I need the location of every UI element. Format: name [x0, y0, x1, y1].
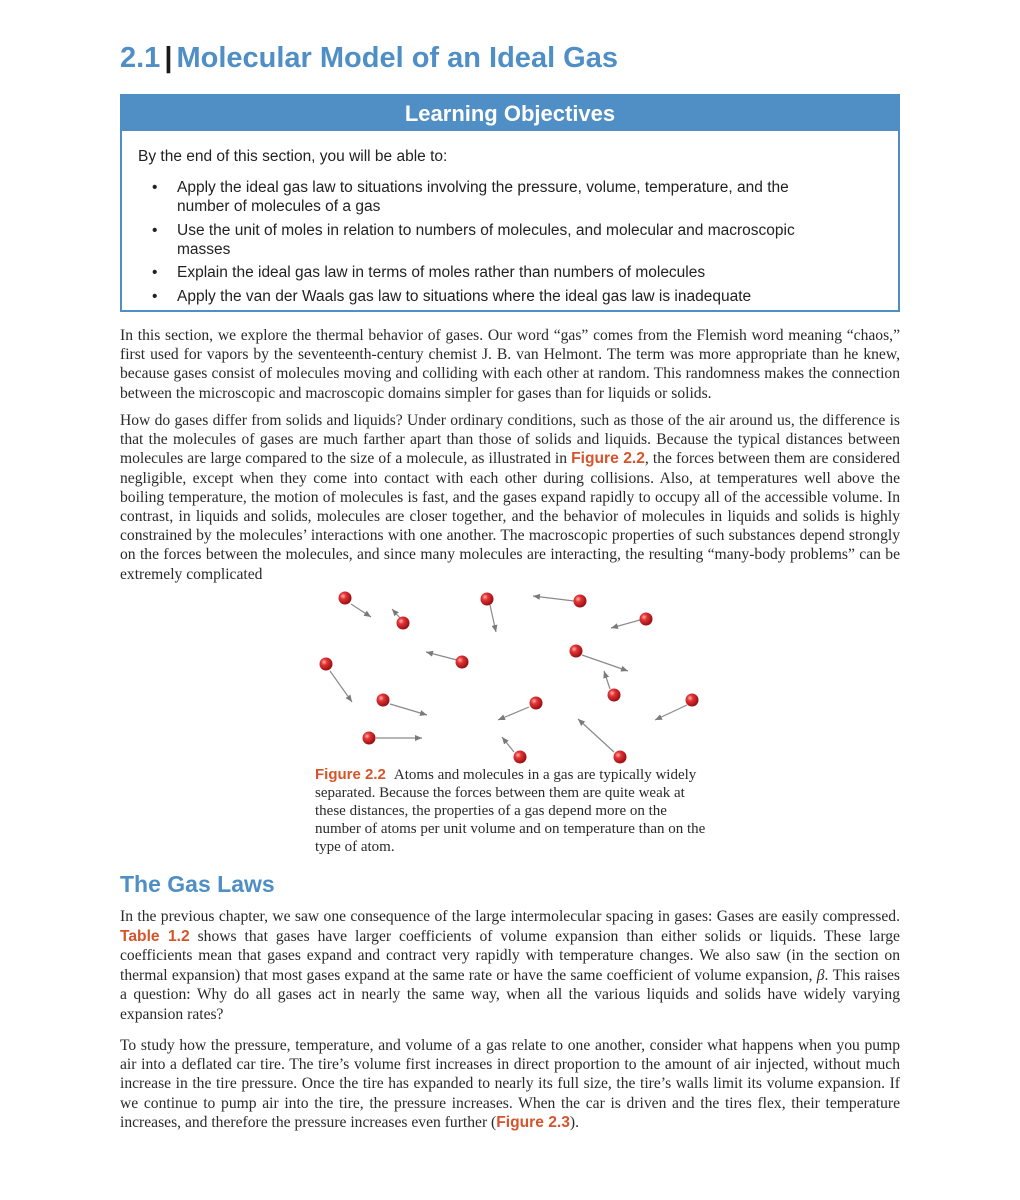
learning-objectives-intro: By the end of this section, you will be able to: — [138, 148, 448, 165]
paragraph-intro: In this section, we explore the thermal behavior of gases. Our word “gas” comes from the Flemish word meaning “chaos,” first used for vapors by the seventeenth-century chemist J. B. van Helmont. The term was more appropriate than he knew, because gases consist of molecules moving and colliding with each other at random. This randomness makes the connection between the microscopic and macroscopic domains simpler for gases than for liquids or solids. — [120, 327, 900, 402]
objective-item: • Apply the ideal gas law to situations involving the pressure, volume, temperature, and the number of molecules of a gas — [152, 179, 789, 215]
figure-2-2-link[interactable]: Figure 2.2 — [571, 450, 645, 468]
section-title — [120, 42, 618, 75]
paragraph-gas-expansion: In the previous chapter, we saw one consequence of the large intermolecular spacing in gases: Gases are easily compressed. Table 1.2 shows that gases have larger coefficients of volume expansion than either solids or liquids. These large coefficients mean that gases expand and contract very rapidly with temperature changes. We also saw (in the section on thermal expansion) that most gases expand at the same rate or have the same coefficient of volume expansion, β. This raises a question: Why do all gases act in nearly the same way, when all the various liquids and solids have widely varying expansion rates? — [120, 908, 900, 1023]
subsection-title: The Gas Laws — [120, 871, 275, 897]
objective-item: • Explain the ideal gas law in terms of moles rather than numbers of molecules — [152, 264, 706, 281]
figure-2-3-link[interactable]: Figure 2.3 — [496, 1113, 570, 1131]
learning-objectives-list — [122, 178, 822, 310]
learning-objectives-box — [120, 94, 900, 312]
paragraph-gases-vs-solids: How do gases differ from solids and liquids? Under ordinary conditions, such as those of the air around us, the difference is that the molecules of gases are much farther apart than those of solids and liquids. Because the typical distances between molecules are large compared to the size of a molecule, as illustrated in Figure 2.2, the forces between them are considered negligible, except when they come into contact with each other during collisions. Also, at temperatures well above the boiling temperature, the motion of molecules is fast, and the gases expand rapidly to occupy all of the accessible volume. In contrast, in liquids and solids, molecules are closer together, and the behavior of molecules in liquids and solids is highly constrained by the molecules’ interactions with one another. The macroscopic properties of such substances depend strongly on the forces between the molecules, and since many molecules are interacting, the resulting “many-body problems” can be extremely complicated — [120, 412, 900, 583]
figure-label: Figure 2.2 — [315, 766, 386, 783]
section-number: 2.1 — [120, 42, 161, 74]
objective-item: • Use the unit of moles in relation to numbers of molecules, and molecular and macroscopic masses — [152, 221, 795, 258]
objective-item: • Apply the van der Waals gas law to situations where the ideal gas law is inadequate — [152, 287, 752, 305]
velocity-arrows — [330, 596, 687, 752]
section-title-text: Molecular Model of an Ideal Gas — [176, 42, 618, 74]
molecules-figure — [315, 585, 715, 770]
bullet-icon: • — [152, 264, 158, 281]
table-1-2-link[interactable]: Table 1.2 — [120, 927, 190, 945]
title-separator: | — [164, 42, 173, 74]
beta-symbol: β — [816, 966, 825, 984]
bullet-icon: • — [152, 287, 158, 305]
bullet-icon: • — [152, 179, 158, 196]
paragraph-car-tire: To study how the pressure, temperature, and volume of a gas relate to one another, consider what happens when you pump air into a deflated car tire. The tire’s volume first increases in direct proportion to the amount of air injected, without much increase in the tire pressure. Once the tire has expanded to nearly its full size, the tire’s walls limit its volume expansion. If we continue to pump air into the tire, the pressure increases. When the car is driven and the tires flex, their temperature increases, and therefore the pressure increases even further (Figure 2.3). — [120, 1037, 900, 1131]
figure-caption-text: Atoms and molecules in a gas are typically widely separated. Because the forces between them are quite weak at these distances, the properties of a gas depend more on the number of atoms per unit volume and on temperature than on the type of atom. — [315, 767, 706, 855]
bullet-icon: • — [152, 221, 158, 239]
learning-objectives-heading: Learning Objectives — [122, 96, 898, 131]
figure-caption — [315, 766, 715, 856]
